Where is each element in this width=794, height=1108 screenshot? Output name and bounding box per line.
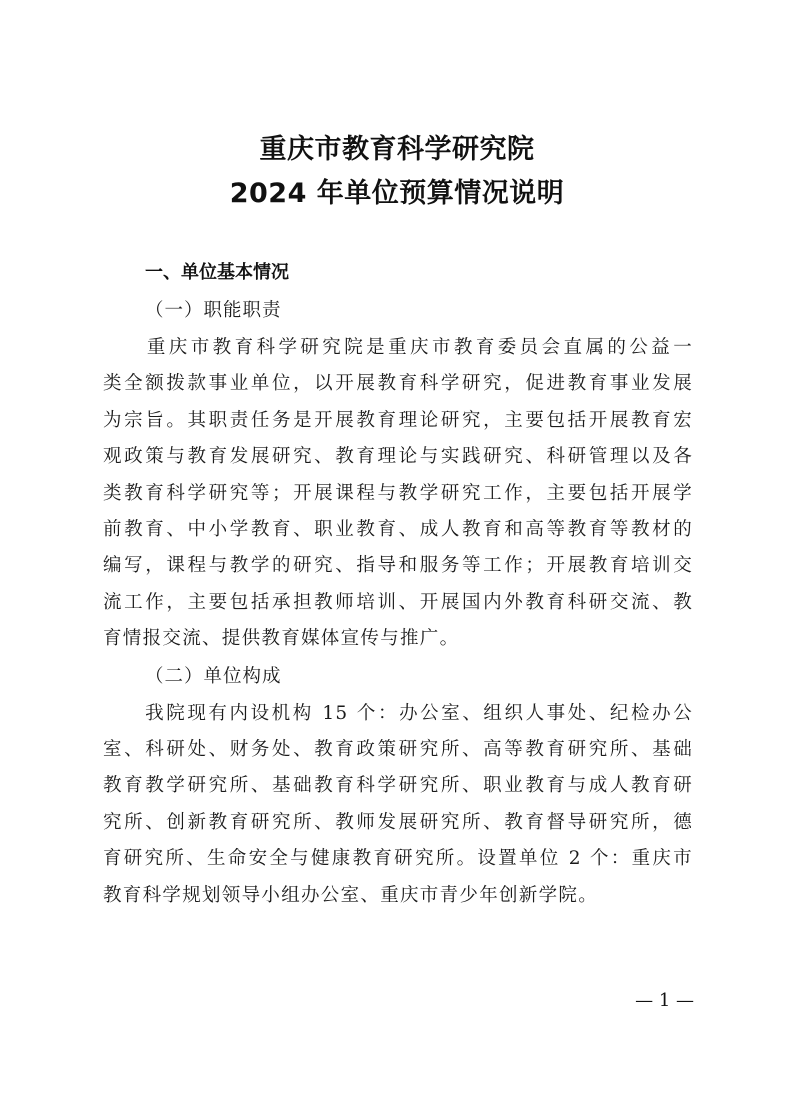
paragraph-line: 教育教学研究所、基础教育科学研究所、职业教育与成人教育研 bbox=[103, 775, 693, 797]
paragraph-line: 究所、创新教育研究所、教师发展研究所、教育督导研究所，德 bbox=[103, 811, 693, 833]
paragraph-line: 前教育、中小学教育、职业教育、成人教育和高等教育等教材的 bbox=[103, 519, 693, 541]
document-title bbox=[0, 128, 794, 216]
paragraph-composition bbox=[103, 696, 693, 914]
paragraph-line: 流工作，主要包括承担教师培训、开展国内外教育科研交流、教 bbox=[103, 591, 693, 613]
paragraph-line: 类全额拨款事业单位，以开展教育科学研究，促进教育事业发展 bbox=[103, 373, 693, 395]
paragraph-line: 育情报交流、提供教育媒体宣传与推广。 bbox=[103, 628, 460, 650]
paragraph-line: 育研究所、生命安全与健康教育研究所。设置单位 2 个：重庆市 bbox=[103, 848, 693, 870]
paragraph-line: 我院现有内设机构 15 个：办公室、组织人事处、纪检办公 bbox=[103, 702, 693, 724]
subsection-heading-composition: （二）单位构成 bbox=[145, 665, 282, 687]
paragraph-line: 教育科学规划领导小组办公室、重庆市青少年创新学院。 bbox=[103, 884, 599, 906]
title-line-2: 2024 年单位预算情况说明 bbox=[229, 178, 565, 209]
paragraph-line: 编写，课程与教学的研究、指导和服务等工作；开展教育培训交 bbox=[103, 555, 693, 577]
subsection-heading-duties: （一）职能职责 bbox=[145, 300, 282, 321]
section-heading-basic-info: 一、单位基本情况 bbox=[145, 262, 289, 283]
paragraph-line: 类教育科学研究等；开展课程与教学研究工作，主要包括开展学 bbox=[103, 482, 693, 504]
page-number: — 1 — bbox=[635, 990, 694, 1011]
paragraph-line: 观政策与教育发展研究、教育理论与实践研究、科研管理以及各 bbox=[103, 446, 693, 468]
title-line-1: 重庆市教育科学研究院 bbox=[259, 134, 535, 165]
document-body bbox=[103, 254, 693, 914]
paragraph-line: 重庆市教育科学研究院是重庆市教育委员会直属的公益一 bbox=[103, 337, 693, 358]
paragraph-line: 室、科研处、财务处、教育政策研究所、高等教育研究所、基础 bbox=[103, 739, 693, 761]
paragraph-line: 为宗旨。其职责任务是开展教育理论研究，主要包括开展教育宏 bbox=[103, 409, 693, 431]
paragraph-duties bbox=[103, 330, 693, 658]
